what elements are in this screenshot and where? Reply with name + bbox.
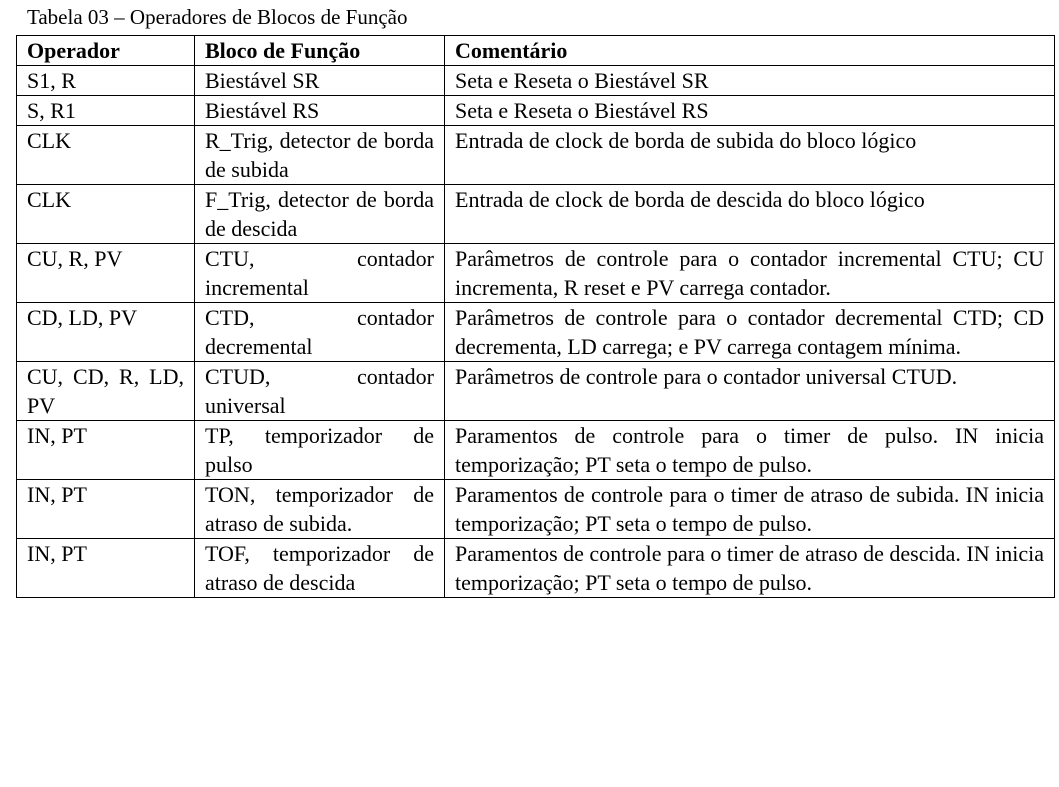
cell-operador: CU, R, PV bbox=[17, 244, 195, 303]
table-row bbox=[17, 96, 1055, 126]
cell-operador: CLK bbox=[17, 126, 195, 185]
header-comentario: Comentário bbox=[445, 36, 1055, 66]
cell-bloco: TOF, temporizador de atraso de descida bbox=[195, 539, 445, 598]
cell-comentario: Seta e Reseta o Biestável SR bbox=[445, 66, 1055, 96]
cell-comentario: Entrada de clock de borda de subida do bloco lógico bbox=[445, 126, 1055, 185]
cell-comentario: Paramentos de controle para o timer de atraso de descida. IN inicia temporização; PT seta o tempo de pulso. bbox=[445, 539, 1055, 598]
cell-operador: IN, PT bbox=[17, 421, 195, 480]
table-row bbox=[17, 421, 1055, 480]
cell-comentario: Parâmetros de controle para o contador decremental CTD; CD decrementa, LD carrega; e PV carrega contagem mínima. bbox=[445, 303, 1055, 362]
cell-comentario: Paramentos de controle para o timer de pulso. IN inicia temporização; PT seta o tempo de pulso. bbox=[445, 421, 1055, 480]
table-row bbox=[17, 126, 1055, 185]
cell-comentario: Parâmetros de controle para o contador universal CTUD. bbox=[445, 362, 1055, 421]
cell-operador: IN, PT bbox=[17, 539, 195, 598]
table-row bbox=[17, 362, 1055, 421]
cell-operador: CLK bbox=[17, 185, 195, 244]
header-operador: Operador bbox=[17, 36, 195, 66]
cell-operador: IN, PT bbox=[17, 480, 195, 539]
cell-bloco: TON, temporizador de atraso de subida. bbox=[195, 480, 445, 539]
table-header-row bbox=[17, 36, 1055, 66]
cell-comentario: Paramentos de controle para o timer de atraso de subida. IN inicia temporização; PT seta o tempo de pulso. bbox=[445, 480, 1055, 539]
cell-bloco: CTD, contador decremental bbox=[195, 303, 445, 362]
table-row bbox=[17, 185, 1055, 244]
table-caption: Tabela 03 – Operadores de Blocos de Função bbox=[27, 5, 408, 29]
cell-comentario: Seta e Reseta o Biestável RS bbox=[445, 96, 1055, 126]
table-row bbox=[17, 303, 1055, 362]
cell-bloco: CTU, contador incremental bbox=[195, 244, 445, 303]
table-row bbox=[17, 244, 1055, 303]
cell-bloco: Biestável SR bbox=[195, 66, 445, 96]
operators-table bbox=[16, 35, 1055, 598]
cell-operador: S, R1 bbox=[17, 96, 195, 126]
cell-bloco: F_Trig, detector de borda de descida bbox=[195, 185, 445, 244]
cell-comentario: Parâmetros de controle para o contador incremental CTU; CU incrementa, R reset e PV carrega contador. bbox=[445, 244, 1055, 303]
cell-comentario: Entrada de clock de borda de descida do bloco lógico bbox=[445, 185, 1055, 244]
table-row bbox=[17, 539, 1055, 598]
cell-operador: CD, LD, PV bbox=[17, 303, 195, 362]
cell-operador: CU, CD, R, LD, PV bbox=[17, 362, 195, 421]
header-bloco: Bloco de Função bbox=[195, 36, 445, 66]
cell-operador: S1, R bbox=[17, 66, 195, 96]
table-row bbox=[17, 480, 1055, 539]
cell-bloco: CTUD, contador universal bbox=[195, 362, 445, 421]
cell-bloco: Biestável RS bbox=[195, 96, 445, 126]
table-row bbox=[17, 66, 1055, 96]
cell-bloco: TP, temporizador de pulso bbox=[195, 421, 445, 480]
cell-bloco: R_Trig, detector de borda de subida bbox=[195, 126, 445, 185]
